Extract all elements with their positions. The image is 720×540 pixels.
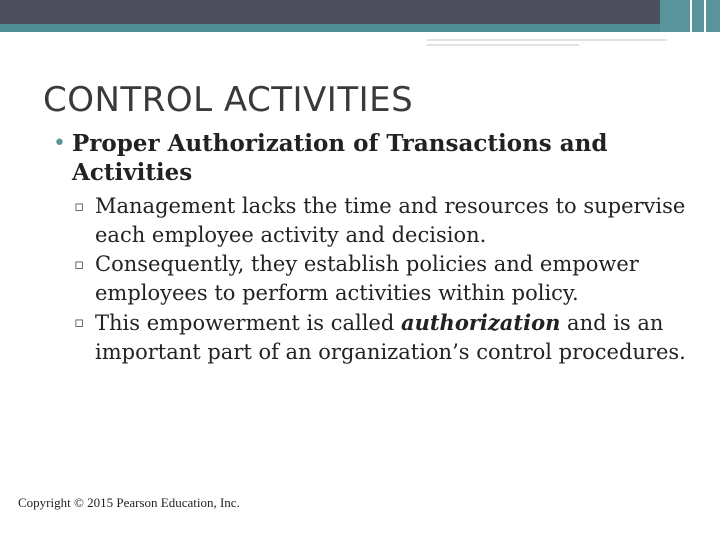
square-bullet-icon: ▫ <box>74 313 85 331</box>
header-rule <box>427 44 579 46</box>
slide-body <box>53 129 693 367</box>
sub-bullet-list <box>53 192 693 367</box>
sub-bullet-item <box>53 192 693 250</box>
bullet-icon: • <box>53 131 66 156</box>
sub-bullet-item <box>53 308 693 367</box>
emphasized-term: authorization <box>400 310 561 335</box>
top-decorative-bar <box>0 0 720 24</box>
copyright-footer: Copyright © 2015 Pearson Education, Inc. <box>18 495 240 510</box>
header-rule <box>427 39 667 41</box>
square-bullet-icon: ▫ <box>74 255 85 273</box>
sub-bullet-text-end: and is an important part of an organization’s control procedures. <box>95 311 686 364</box>
main-bullet <box>53 129 693 187</box>
sub-bullet-item <box>53 250 693 308</box>
teal-decorative-band <box>0 24 720 32</box>
corner-stripe <box>690 0 692 32</box>
corner-stripe <box>704 0 706 32</box>
sub-bullet-text: Consequently, they establish policies and empower employees to perform activities within policy. <box>95 252 639 305</box>
main-bullet-text: Proper Authorization of Transactions and Activities <box>72 130 608 186</box>
slide-title: CONTROL ACTIVITIES <box>43 80 414 120</box>
sub-bullet-text-start: This empowerment is called <box>95 311 401 335</box>
square-bullet-icon: ▫ <box>74 197 85 215</box>
sub-bullet-text: Management lacks the time and resources to supervise each employee activity and decision. <box>95 194 686 247</box>
